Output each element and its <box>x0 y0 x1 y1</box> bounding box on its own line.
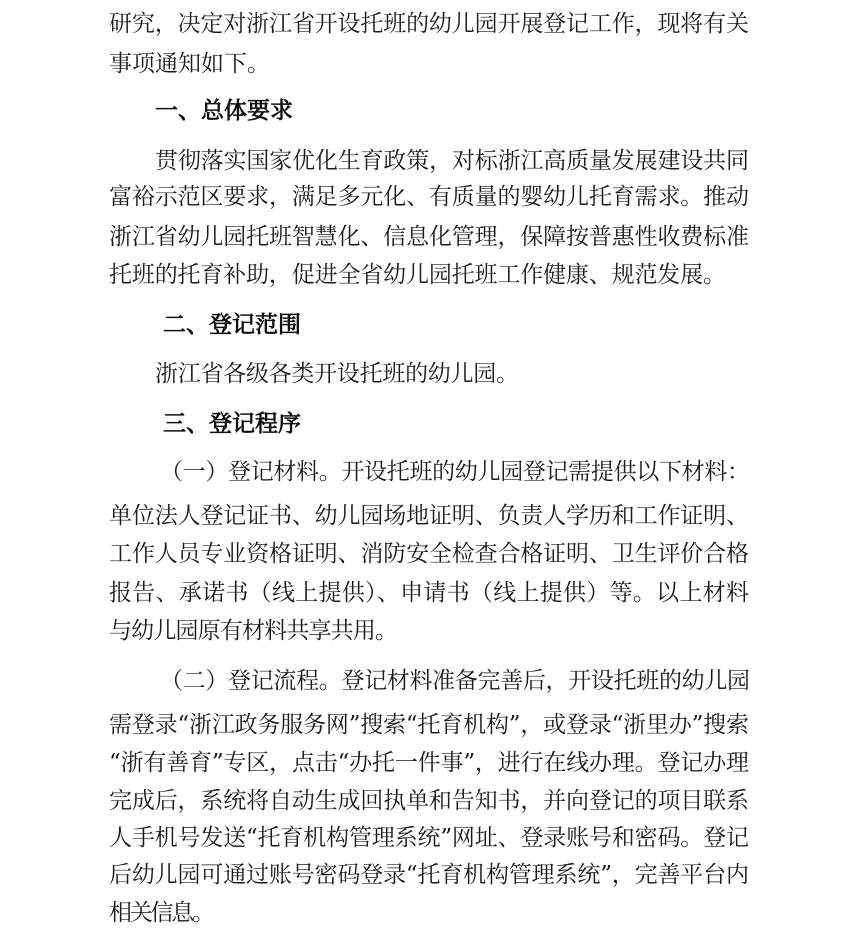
paragraph-line <box>0 255 860 295</box>
paragraph-line <box>0 743 860 783</box>
paragraph-line <box>0 781 860 821</box>
section-title: 一、总体要求 <box>155 98 293 124</box>
paragraph-text: 相关信息。 <box>109 900 213 926</box>
section-heading-3 <box>0 404 860 444</box>
paragraph-line <box>0 141 860 181</box>
paragraph-text: 浙江省各级各类开设托班的幼儿园。 <box>155 361 519 387</box>
paragraph-text: 工作人员专业资格证明、消防安全检查合格证明、卫生评价合格 <box>109 541 749 567</box>
intro-text-2: 事项通知如下。 <box>109 51 270 77</box>
section-heading-1 <box>0 91 860 131</box>
paragraph-text: 富裕示范区要求，满足多元化、有质量的婴幼儿托育需求。推动 <box>109 184 749 210</box>
paragraph-text: “浙有善育”专区，点击“办托一件事”，进行在线办理。登记办理 <box>109 750 749 776</box>
paragraph-text: 报告、承诺书（线上提供）、申请书（线上提供）等。以上材料 <box>109 580 750 606</box>
paragraph-line <box>0 705 860 745</box>
paragraph-line <box>0 611 860 651</box>
paragraph-line <box>0 534 860 574</box>
paragraph-text: 托班的托育补助，促进全省幼儿园托班工作健康、规范发展。 <box>109 262 726 288</box>
intro-text-1: 研究，决定对浙江省开设托班的幼儿园开展登记工作，现将有关 <box>109 11 749 37</box>
paragraph-text: 与幼儿园原有材料共享共用。 <box>109 618 398 644</box>
intro-line <box>0 44 860 84</box>
section-title: 二、登记范围 <box>163 312 301 338</box>
paragraph-text: 贯彻落实国家优化生育政策，对标浙江高质量发展建设共同 <box>155 148 749 174</box>
paragraph-line <box>0 217 860 257</box>
paragraph-text: 需登录“浙江政务服务网”搜索“托育机构”，或登录“浙里办”搜索 <box>109 712 749 738</box>
paragraph-line <box>0 818 860 858</box>
paragraph-text: 完成后，系统将自动生成回执单和告知书，并向登记的项目联系 <box>109 788 749 814</box>
paragraph-line <box>0 573 860 613</box>
paragraph-line <box>0 354 860 394</box>
paragraph-line <box>0 855 860 895</box>
section-heading-2 <box>0 305 860 345</box>
paragraph-text: 后幼儿园可通过账号密码登录“托育机构管理系统”，完善平台内 <box>109 862 749 888</box>
intro-line <box>0 4 860 44</box>
paragraph-line <box>0 661 860 701</box>
paragraph-line <box>0 893 860 933</box>
paragraph-text: （二）登记流程。登记材料准备完善后，开设托班的幼儿园 <box>160 668 750 694</box>
paragraph-text: 浙江省幼儿园托班智慧化、信息化管理，保障按普惠性收费标准 <box>109 224 749 250</box>
paragraph-line <box>0 177 860 217</box>
paragraph-text: 单位法人登记证书、幼儿园场地证明、负责人学历和工作证明、 <box>109 503 749 529</box>
paragraph-text: 人手机号发送“托育机构管理系统”网址、登录账号和密码。登记 <box>109 825 749 851</box>
section-title: 三、登记程序 <box>163 411 301 437</box>
paragraph-line <box>0 452 860 492</box>
paragraph-text: （一）登记材料。开设托班的幼儿园登记需提供以下材料： <box>160 459 750 485</box>
paragraph-line <box>0 496 860 536</box>
